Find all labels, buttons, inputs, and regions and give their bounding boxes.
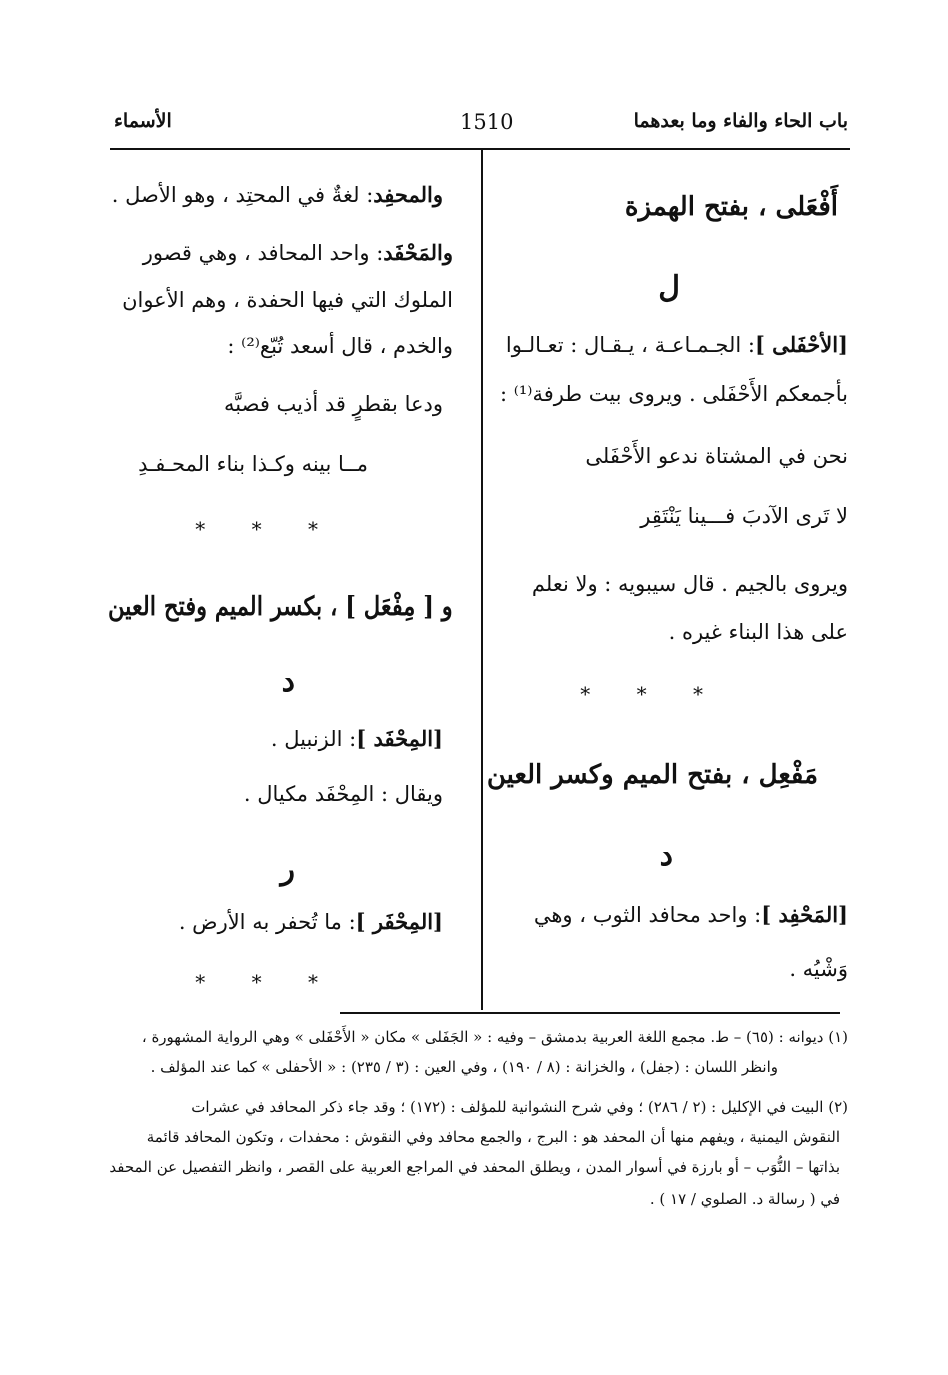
footnote-line: في ( رسالة د. الصلوي / ١٧ ) . — [649, 1190, 840, 1208]
footnote-separator — [340, 1012, 840, 1014]
entry-line — [271, 726, 443, 752]
section-separator-stars: * * * — [580, 682, 723, 706]
entry-line: بأجمعكم الأَحْفَلى . ويروى بيت طرفة⁽¹⁾ : — [499, 382, 848, 406]
entry-line: الملوك التي فيها الحفدة ، وهم الأعوان — [122, 288, 453, 312]
headword: [الأحْفَلى ] — [754, 332, 848, 357]
headword: والمَحْفَد — [383, 240, 453, 265]
root-letter-dal: د — [281, 664, 295, 699]
section-separator-stars: * * * — [195, 970, 338, 994]
section-heading-mafil: مَفْعِل ، بفتح الميم وكسر العين — [486, 760, 818, 790]
headword: والمحفِد — [373, 182, 443, 207]
definition-text: : لغةٌ في المحتِد ، وهو الأصل . — [111, 183, 374, 207]
footnote-line: وانظر اللسان : (جفل) ، والخزانة : (٨ / ١٩٠) ، وفي العين : (٣ / ٢٣٥) : « الأحفلى » كما عند المؤلف . — [150, 1058, 778, 1076]
footnote-line: النقوش اليمنية ، ويفهم منها أن المحفد هو : البرج ، والجمع محافد وفي النقوش : محفدات ، وتكون المحافد قائمة — [146, 1128, 840, 1146]
footnote-line: بذاتها – النُّوَب – أو بارزة في أسوار المدن ، ويطلق المحفد في المراجع العربية على القصر ، وانظر التفصيل عن المحفد — [109, 1158, 840, 1176]
entry-line — [506, 332, 848, 358]
entry-line — [179, 909, 443, 935]
entry-line — [534, 902, 848, 928]
definition-text: : الجـمـاعـة ، يـقـال : تعـالـوا — [505, 333, 755, 357]
entry-line: على هذا البناء غيره . — [668, 620, 848, 644]
entry-line: والخدم ، قال أسعد تُبّع⁽²⁾ : — [227, 334, 453, 358]
definition-text: : ما تُحفر به الأرض . — [178, 910, 356, 934]
entry-line: وَشْيُه . — [789, 957, 848, 981]
footnote-line: (١) ديوانه : (٦٥) – ط. مجمع اللغة العربية بدمشق – وفيه : « الجَفَلى » مكان « الأَحْفَلى » وهي الرواية المشهورة ، — [141, 1028, 848, 1046]
section-heading-mifal: و [ مِفْعَل ] ، بكسر الميم وفتح العين — [108, 592, 453, 622]
definition-text: : واحد المحافد ، وهي قصور — [142, 241, 384, 265]
headword: [المِحْفَر ] — [355, 909, 443, 934]
column-divider — [481, 150, 483, 1010]
definition-text: : الزنبيل . — [270, 727, 357, 751]
root-letter-ra: ر — [280, 852, 295, 887]
entry-line — [143, 240, 453, 266]
page-header — [110, 104, 850, 150]
root-letter-dal: د — [659, 838, 673, 873]
root-letter-lam: ل — [658, 270, 680, 305]
headword: [المَحْفِد ] — [761, 902, 848, 927]
definition-text: : واحد محافد الثوب ، وهي — [533, 903, 762, 927]
verse-hemistich: لا تَرى الآدبَ فـــينا يَنْتَقِر — [640, 504, 848, 528]
entry-line — [112, 182, 443, 208]
verse-hemistich: مــا بينه وكـذا بناء المحـفـدِ — [138, 452, 368, 476]
entry-line: ويروى بالجيم . قال سيبويه : ولا نعلم — [531, 572, 848, 596]
section-title: الأسماء — [114, 110, 172, 132]
verse-hemistich: نحن في المشتاة ندعو الأَحْفَلى — [585, 444, 848, 468]
headword: [المِحْفَد ] — [356, 726, 443, 751]
section-separator-stars: * * * — [195, 517, 338, 541]
section-heading-afala: أَفْعَلى ، بفتح الهمزة — [624, 192, 838, 222]
page-number: 1510 — [460, 110, 514, 134]
verse-hemistich: ودعا بقطرٍ قد أذيب فصبَّه — [224, 392, 443, 416]
footnote-line: (٢) البيت في الإكليل : (٢ / ٢٨٦) ؛ وفي شرح النشوانية للمؤلف : (١٧٢) ؛ وقد جاء ذكر المحافد في عشرات — [191, 1098, 848, 1116]
entry-line: ويقال : المِحْفَد مكيال . — [243, 782, 443, 806]
chapter-title: باب الحاء والفاء وما بعدهما — [633, 110, 848, 132]
